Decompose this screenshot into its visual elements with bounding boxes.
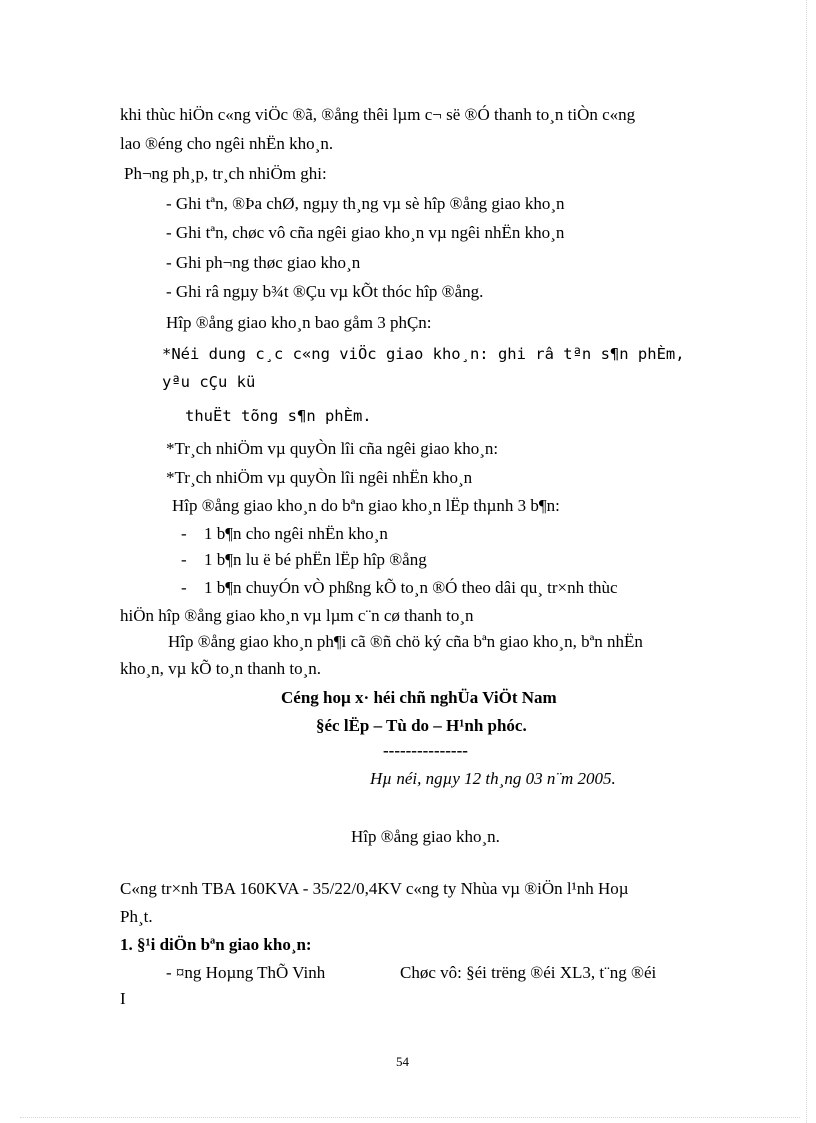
page-number: 54 [396, 1054, 409, 1069]
paragraph-line: Hîp ®ång giao kho¸n do bªn giao kho¸n lËp thµnh 3 b¶n: [172, 496, 560, 515]
bullet-dash: - [181, 524, 187, 543]
paragraph-line [120, 878, 698, 900]
text-line: C«ng tr×nh TBA 160KVA - 35/22/0,4KV c«ng ty Nhùa vµ ®iÖn l¹nh Hoµ [120, 879, 629, 898]
list-item: - Ghi ph¬ng thøc giao kho¸n [166, 253, 361, 272]
document-title: Hîp ®ång giao kho¸n. [351, 827, 500, 846]
paragraph-line: kho¸n, vµ kÕ to¸n thanh to¸n. [120, 659, 322, 678]
section-heading: Ph¬ng ph¸p, tr¸ch nhiÖm ghi: [124, 164, 327, 183]
representative-position: Chøc vô: §éi trëng ®éi XL3, t¨ng ®éi [400, 963, 657, 982]
paragraph-line: thuËt tõng s¶n phÈm. [185, 407, 372, 425]
paragraph-line: lao ®éng cho ngêi nhËn kho¸n. [120, 134, 334, 153]
paragraph-line: hiÖn hîp ®ång giao kho¸n vµ lµm c¨n cø thanh to¸n [120, 606, 474, 625]
bullet-dash: - [181, 550, 187, 569]
list-item: - Ghi tªn, ®Þa chØ, ngµy th¸ng vµ sè hîp ®ång giao kho¸n [166, 194, 565, 213]
bullet-dash: - [181, 578, 187, 597]
paragraph-line: *Néi dung c¸c c«ng viÖc giao kho¸n: ghi râ tªn s¶n phÈm, [162, 345, 685, 363]
list-item: - Ghi râ ngµy b¾t ®Çu vµ kÕt thóc hîp ®ång. [166, 282, 484, 301]
separator: --------------- [383, 741, 468, 760]
paragraph-line [120, 104, 698, 126]
date-line: Hµ néi, ngµy 12 th¸ng 03 n¨m 2005. [370, 769, 616, 788]
margin-guide [806, 0, 807, 1123]
text-line: Hîp ®ång giao kho¸n ph¶i cã ®ñ chö ký cña bªn giao kho¸n, bªn nhËn [168, 632, 643, 651]
text-line: khi thùc hiÖn c«ng viÖc ®ã, ®ång thêi lµm c¬ së ®Ó thanh to¸n tiÒn c«ng [120, 105, 636, 124]
section-heading: 1. §¹i diÖn bªn giao kho¸n: [120, 935, 312, 954]
paragraph-line: *Tr¸ch nhiÖm vµ quyÒn lîi cña ngêi giao kho¸n: [166, 439, 499, 458]
list-item [204, 577, 698, 599]
text-line: 1 b¶n chuyÓn vÒ phßng kÕ to¸n ®Ó theo dâi qu¸ tr×nh thùc [204, 578, 618, 597]
paragraph-line: I [120, 989, 126, 1008]
paragraph-line [168, 631, 698, 653]
national-motto: Céng hoµ x· héi chñ nghÜa ViÖt Nam [281, 688, 557, 707]
paragraph-line: Ph¸t. [120, 907, 153, 926]
list-item: 1 b¶n cho ngêi nhËn kho¸n [204, 524, 388, 543]
paragraph-line: Hîp ®ång giao kho¸n bao gåm 3 phÇn: [166, 313, 432, 332]
paragraph-line: *Tr¸ch nhiÖm vµ quyÒn lîi ngêi nhËn kho¸n [166, 468, 473, 487]
representative-name: - ¤ng Hoµng ThÕ Vinh [166, 963, 326, 982]
page-edge-guide [20, 1117, 800, 1118]
list-item: - Ghi tªn, chøc vô cña ngêi giao kho¸n vµ ngêi nhËn kho¸n [166, 223, 565, 242]
national-subtitle: §éc lËp – Tù do – H¹nh phóc. [316, 716, 527, 735]
paragraph-line: yªu cÇu kü [162, 373, 256, 391]
list-item: 1 b¶n lu ë bé phËn lËp hîp ®ång [204, 550, 427, 569]
